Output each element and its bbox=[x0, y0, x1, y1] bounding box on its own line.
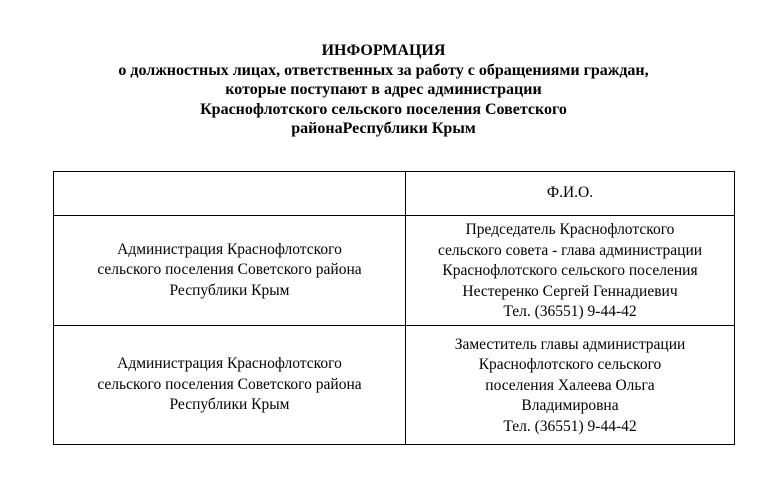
document-subtitle-line: Краснофлотского сельского поселения Советского bbox=[200, 100, 567, 118]
document-subtitle-line: которые поступают в адрес администрации bbox=[225, 81, 542, 98]
org-line: Республики Крым bbox=[169, 281, 290, 299]
org-line: Администрация Краснофлотского bbox=[117, 355, 342, 373]
person-line: Нестеренко Сергей Геннадиевич bbox=[462, 282, 678, 300]
person-line: поселения Халеева Ольга bbox=[485, 376, 655, 394]
table-row bbox=[54, 216, 735, 326]
person-phone: Тел. (36551) 9-44-42 bbox=[503, 303, 637, 321]
header-cell-fio: Ф.И.О. bbox=[406, 172, 735, 216]
org-line: Республики Крым bbox=[169, 396, 290, 414]
person-cell bbox=[406, 326, 735, 445]
document-title: ИНФОРМАЦИЯ bbox=[321, 42, 446, 59]
document-header bbox=[0, 41, 767, 139]
person-line: Владимировна bbox=[521, 397, 619, 415]
org-line: сельского поселения Советского района bbox=[97, 375, 362, 393]
org-cell bbox=[54, 326, 406, 445]
table-row bbox=[54, 326, 735, 445]
person-phone: Тел. (36551) 9-44-42 bbox=[503, 417, 637, 435]
org-line: Администрация Краснофлотского bbox=[117, 240, 342, 258]
document-subtitle-line: о должностных лицах, ответственных за работу с обращениями граждан, bbox=[118, 61, 649, 79]
person-line: Краснофлотского сельского bbox=[478, 356, 662, 374]
org-line: сельского поселения Советского района bbox=[97, 261, 362, 279]
person-line: Председатель Краснофлотского bbox=[465, 221, 675, 239]
person-cell bbox=[406, 216, 735, 326]
header-cell-organization bbox=[54, 172, 406, 216]
person-line: сельского совета - глава администрации bbox=[437, 241, 703, 259]
org-cell bbox=[54, 216, 406, 326]
table-header-row bbox=[54, 172, 735, 216]
document-subtitle-line: районаРеспублики Крым bbox=[291, 120, 476, 137]
person-line: Краснофлотского сельского поселения bbox=[442, 262, 698, 280]
person-line: Заместитель главы администрации bbox=[454, 335, 686, 353]
officials-table bbox=[53, 171, 735, 445]
